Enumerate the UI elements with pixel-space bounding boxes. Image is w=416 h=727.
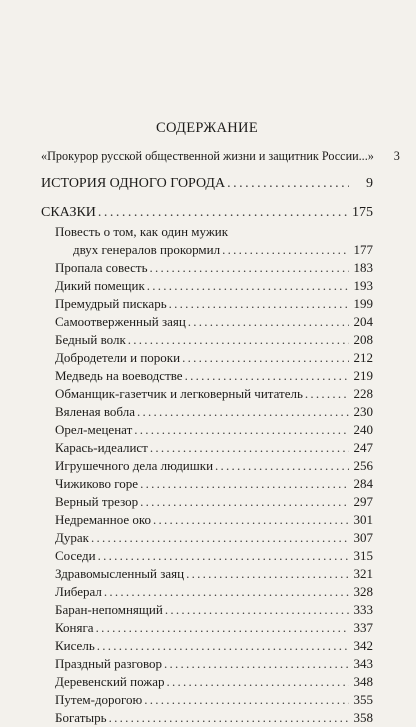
toc-entry-page: 321 (353, 566, 373, 581)
toc-entry-page: 355 (353, 692, 373, 707)
toc-entry-label: Вяленая вобла (55, 404, 135, 419)
dot-leader (182, 349, 349, 367)
toc-entry-page: 256 (353, 458, 373, 473)
toc-entry-label: Игрушечного дела людишки (55, 458, 214, 473)
dot-leader (128, 331, 349, 349)
toc-entry-tale[interactable] (41, 457, 373, 475)
toc-entry-page: 297 (353, 494, 373, 509)
toc-entry-label: Медведь на воеводстве (55, 368, 183, 383)
toc-entry-tale[interactable] (41, 385, 373, 403)
toc-entry-tale[interactable] (41, 493, 373, 511)
toc-entry-tale[interactable] (41, 655, 373, 673)
dot-leader (147, 277, 349, 295)
dot-leader (91, 529, 349, 547)
toc-entry-page: 358 (353, 710, 373, 725)
toc-entry-page: 337 (353, 620, 373, 635)
toc-entry-label: Здравомысленный заяц (55, 566, 185, 581)
toc-entry-tale[interactable] (41, 637, 373, 655)
toc-entry-label: Верный трезор (55, 494, 139, 509)
toc-entry-tale[interactable] (41, 277, 373, 295)
dot-leader (97, 637, 349, 655)
toc-entry-label: Добродетели и пороки (55, 350, 181, 365)
toc-entry-tale[interactable] (41, 547, 373, 565)
dot-leader (109, 709, 349, 727)
toc-entry-page: 333 (353, 602, 373, 617)
toc-entry-page: 315 (353, 548, 373, 563)
toc-entry-label: Недреманное око (55, 512, 152, 527)
dot-leader (98, 547, 349, 565)
toc-entry-tale[interactable] (41, 529, 373, 547)
dot-leader (215, 457, 349, 475)
dot-leader (165, 601, 349, 619)
dot-leader (305, 385, 349, 403)
toc-entry-page: 219 (353, 368, 373, 383)
dot-leader (98, 203, 349, 223)
toc-entry-label: Баран-непомнящий (55, 602, 163, 617)
bleed-through-text (0, 0, 416, 108)
toc-entry-label: Пропала совесть (55, 260, 148, 275)
toc-entry-tale[interactable] (41, 475, 373, 493)
toc-entry-page: 208 (353, 332, 373, 347)
toc-entry-label: Дикий помещик (55, 278, 145, 293)
toc-entry-tales[interactable] (41, 203, 373, 223)
toc-entry-page: 301 (353, 512, 373, 527)
toc-entry-page: 230 (353, 404, 373, 419)
toc-entry-label: Богатырь (55, 710, 107, 725)
toc-entry-page: 199 (353, 296, 373, 311)
toc-entry-page: 3 (393, 149, 400, 163)
toc-entry-page: 228 (353, 386, 373, 401)
dot-leader (140, 475, 349, 493)
toc-entry-label: Бедный волк (55, 332, 126, 347)
dot-leader (134, 421, 349, 439)
toc-entry-tale[interactable] (41, 295, 373, 313)
toc-entry-tale[interactable] (41, 673, 373, 691)
dot-leader (137, 403, 349, 421)
dot-leader (227, 174, 349, 194)
dot-leader (167, 673, 350, 691)
toc-entry-page: 348 (353, 674, 373, 689)
toc-entry-page: 342 (353, 638, 373, 653)
toc-entry-page: 204 (353, 314, 373, 329)
toc-entry-page: 177 (353, 242, 373, 257)
toc-entry-page: 9 (366, 176, 373, 191)
toc-entry-tale[interactable] (41, 511, 373, 529)
toc-entry-tale[interactable] (41, 313, 373, 331)
toc-entry-page: 343 (353, 656, 373, 671)
toc-entry-tale[interactable] (41, 421, 373, 439)
toc-entry-intro[interactable] (41, 147, 400, 165)
toc-entry-label: Чижиково горе (55, 476, 139, 491)
toc-entry-tale[interactable] (41, 439, 373, 457)
toc-entry-tale[interactable] (41, 331, 373, 349)
toc-entry-label: Деревенский пожар (55, 674, 165, 689)
toc-entry-tale[interactable] (41, 565, 373, 583)
toc-entry-page: 328 (353, 584, 373, 599)
toc-entry-first-tale-line1[interactable]: Повесть о том, как один мужик (55, 224, 229, 239)
dot-leader (140, 493, 349, 511)
toc-entry-page: 247 (353, 440, 373, 455)
toc-entry-label: Обманщик-газетчик и легковерный читатель (55, 386, 303, 401)
toc-entry-label: Соседи (55, 548, 96, 563)
tales-list (41, 259, 373, 727)
toc-entry-page: 193 (353, 278, 373, 293)
toc-entry-label: СКАЗКИ (41, 205, 96, 220)
toc-entry-label: Коняга (55, 620, 94, 635)
toc-entry-tale[interactable] (41, 709, 373, 727)
dot-leader (222, 241, 349, 259)
toc-entry-page: 212 (353, 350, 373, 365)
toc-entry-label: двух генералов прокормил (73, 242, 221, 257)
toc-entry-page: 240 (353, 422, 373, 437)
toc-entry-label: Дурак (55, 530, 89, 545)
dot-leader (104, 583, 349, 601)
page-title: СОДЕРЖАНИЕ (156, 120, 258, 136)
bleed-through-paragraph (0, 0, 416, 14)
dot-leader (96, 619, 349, 637)
toc-entry-tale[interactable] (41, 691, 373, 709)
toc-entry-page: 284 (353, 476, 373, 491)
toc-entry-history[interactable] (41, 174, 373, 194)
dot-leader (185, 367, 349, 385)
toc-entry-label: Праздный разговор (55, 656, 163, 671)
toc-entry-tale[interactable] (41, 367, 373, 385)
toc-entry-label: Премудрый пискарь (55, 296, 167, 311)
toc-entry-page: 307 (353, 530, 373, 545)
toc-entry-label: ИСТОРИЯ ОДНОГО ГОРОДА (41, 176, 226, 191)
toc-entry-label: Либерал (55, 584, 102, 599)
toc-entry-first-tale-line2[interactable] (41, 241, 373, 259)
toc-entry-page: 183 (353, 260, 373, 275)
toc-entry-label: Путем-дорогою (55, 692, 143, 707)
dot-leader (153, 511, 349, 529)
toc-entry-label: Кисель (55, 638, 95, 653)
toc-entry-tale[interactable] (41, 601, 373, 619)
dot-leader (150, 439, 349, 457)
toc-entry-page: 175 (352, 205, 373, 220)
toc-entry-tale[interactable] (41, 619, 373, 637)
dot-leader (169, 295, 349, 313)
toc-entry-label: «Прокурор русской общественной жизни и защитник России...» (41, 149, 374, 163)
toc-entry-tale[interactable] (41, 583, 373, 601)
dot-leader (186, 565, 349, 583)
dot-leader (150, 259, 349, 277)
toc-entry-label: Самоотверженный заяц (55, 314, 186, 329)
dot-leader (188, 313, 349, 331)
toc-entry-tale[interactable] (41, 403, 373, 421)
toc-entry-label: Орел-меценат (55, 422, 133, 437)
dot-leader (144, 691, 349, 709)
toc-entry-label: Карась-идеалист (55, 440, 148, 455)
toc-entry-tale[interactable] (41, 259, 373, 277)
toc-page (41, 120, 400, 727)
dot-leader (164, 655, 349, 673)
toc-entry-tale[interactable] (41, 349, 373, 367)
